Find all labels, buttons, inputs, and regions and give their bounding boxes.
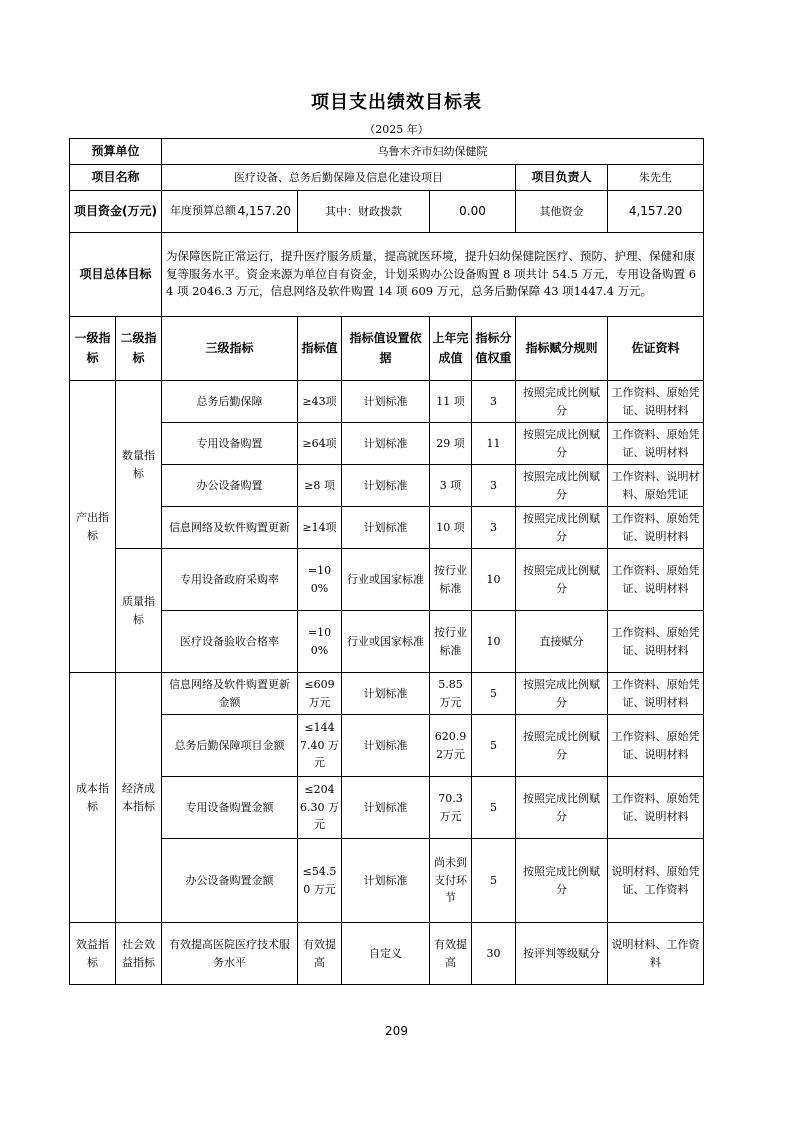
table-row xyxy=(70,777,704,839)
table-cell: 办公设备购置金额 xyxy=(162,839,298,923)
table-cell: 行业或国家标准 xyxy=(342,611,430,673)
group-economic: 经济成本指标 xyxy=(116,673,162,923)
table-cell: 5 xyxy=(472,715,516,777)
table-cell: 有效提高 xyxy=(298,923,342,985)
table-cell: 计划标准 xyxy=(342,839,430,923)
table-cell: 620.92万元 xyxy=(430,715,472,777)
table-cell: 按照完成比例赋分 xyxy=(516,777,608,839)
table-cell: ≥8 项 xyxy=(298,465,342,507)
table-cell: 按照完成比例赋分 xyxy=(516,465,608,507)
table-cell: 信息网络及软件购置更新 xyxy=(162,507,298,549)
table-cell: 直接赋分 xyxy=(516,611,608,673)
table-cell: 工作资料、说明材料、原始凭证 xyxy=(608,465,704,507)
header-value: 指标值 xyxy=(298,317,342,381)
table-row xyxy=(70,507,704,549)
table-cell: 5.85 万元 xyxy=(430,673,472,715)
table-cell: 10 xyxy=(472,549,516,611)
leader-value: 朱先生 xyxy=(608,165,704,191)
table-cell: 工作资料、原始凭证、说明材料 xyxy=(608,715,704,777)
budget-unit-row xyxy=(70,139,704,165)
page-number: 209 xyxy=(385,1024,408,1038)
group-quality: 质量指标 xyxy=(116,549,162,673)
table-row xyxy=(70,381,704,423)
header-level3: 三级指标 xyxy=(162,317,298,381)
goal-row xyxy=(70,233,704,317)
table-cell: ≥14项 xyxy=(298,507,342,549)
table-cell: 行业或国家标准 xyxy=(342,549,430,611)
budget-unit-value: 乌鲁木齐市妇幼保健院 xyxy=(162,139,704,165)
table-cell: ≥64项 xyxy=(298,423,342,465)
header-last-year: 上年完成值 xyxy=(430,317,472,381)
table-cell: 计划标准 xyxy=(342,381,430,423)
table-cell: 医疗设备验收合格率 xyxy=(162,611,298,673)
goal-label: 项目总体目标 xyxy=(70,233,162,317)
group-cost: 成本指标 xyxy=(70,673,116,923)
table-cell: 说明材料、原始凭证、工作资料 xyxy=(608,839,704,923)
other-value: 4,157.20 xyxy=(608,191,704,233)
table-cell: 有效提高 xyxy=(430,923,472,985)
table-cell: 按行业标准 xyxy=(430,611,472,673)
table-cell: 10 xyxy=(472,611,516,673)
group-benefit: 效益指标 xyxy=(70,923,116,985)
goal-text: 为保障医院正常运行，提升医疗服务质量，提高就医环境，提升妇幼保健院医疗、预防、护理、保健和康复等服务水平。资金来源为单位自有资金，计划采购办公设备购置 8 项共计 54.5 万元，专用设备购置 64 项 2046.3 万元，信息网络及软件购置 14 项 609 万元，总务后勤保障 43 项1447.4 万元。 xyxy=(162,233,704,317)
table-cell: 按行业标准 xyxy=(430,549,472,611)
table-cell: 计划标准 xyxy=(342,423,430,465)
table-cell: 按评判等级赋分 xyxy=(516,923,608,985)
table-cell: 有效提高医院医疗技术服务水平 xyxy=(162,923,298,985)
group-social: 社会效益指标 xyxy=(116,923,162,985)
fiscal-label: 其中：财政拨款 xyxy=(298,191,430,233)
header-basis: 指标值设置依据 xyxy=(342,317,430,381)
table-cell: 10 项 xyxy=(430,507,472,549)
table-cell: 按照完成比例赋分 xyxy=(516,423,608,465)
table-cell: 按照完成比例赋分 xyxy=(516,715,608,777)
table-row xyxy=(70,465,704,507)
table-cell: 计划标准 xyxy=(342,715,430,777)
table-cell: =100% xyxy=(298,549,342,611)
table-cell: 30 xyxy=(472,923,516,985)
table-cell: 办公设备购置 xyxy=(162,465,298,507)
table-cell: 11 项 xyxy=(430,381,472,423)
table-cell: 专用设备购置 xyxy=(162,423,298,465)
table-cell: ≤54.50 万元 xyxy=(298,839,342,923)
table-cell: 5 xyxy=(472,777,516,839)
page-title: 项目支出绩效目标表 xyxy=(311,92,482,113)
table-cell: 尚未到支付环节 xyxy=(430,839,472,923)
table-cell: 专用设备购置金额 xyxy=(162,777,298,839)
header-level2: 二级指标 xyxy=(116,317,162,381)
table-cell: 工作资料、原始凭证、说明材料 xyxy=(608,507,704,549)
table-cell: 按照完成比例赋分 xyxy=(516,839,608,923)
table-row xyxy=(70,549,704,611)
table-cell: 5 xyxy=(472,839,516,923)
table-cell: 计划标准 xyxy=(342,777,430,839)
table-row xyxy=(70,611,704,673)
table-cell: 5 xyxy=(472,673,516,715)
fiscal-value: 0.00 xyxy=(430,191,516,233)
leader-label: 项目负责人 xyxy=(516,165,608,191)
table-cell: ≤609万元 xyxy=(298,673,342,715)
table-cell: 专用设备政府采购率 xyxy=(162,549,298,611)
table-cell: 70.3 万元 xyxy=(430,777,472,839)
table-cell: ≤2046.30 万元 xyxy=(298,777,342,839)
table-cell: 3 xyxy=(472,507,516,549)
funds-label: 项目资金(万元) xyxy=(70,191,162,233)
table-cell: 11 xyxy=(472,423,516,465)
table-cell: 按照完成比例赋分 xyxy=(516,381,608,423)
table-row xyxy=(70,715,704,777)
header-evidence: 佐证资料 xyxy=(608,317,704,381)
other-label: 其他资金 xyxy=(516,191,608,233)
table-cell: 总务后勤保障 xyxy=(162,381,298,423)
year-label: （2025 年） xyxy=(364,123,429,136)
table-row xyxy=(70,673,704,715)
table-cell: 按照完成比例赋分 xyxy=(516,673,608,715)
project-name-row xyxy=(70,165,704,191)
table-cell: 计划标准 xyxy=(342,673,430,715)
table-cell: 29 项 xyxy=(430,423,472,465)
budget-unit-label: 预算单位 xyxy=(70,139,162,165)
table-cell: ≤1447.40 万元 xyxy=(298,715,342,777)
funds-row xyxy=(70,191,704,233)
table-cell: =100% xyxy=(298,611,342,673)
table-cell: 3 xyxy=(472,381,516,423)
table-cell: ≥43项 xyxy=(298,381,342,423)
table-cell: 工作资料、原始凭证、说明材料 xyxy=(608,777,704,839)
performance-table xyxy=(69,138,704,985)
table-cell: 按照完成比例赋分 xyxy=(516,507,608,549)
table-cell: 工作资料、原始凭证、说明材料 xyxy=(608,611,704,673)
table-row xyxy=(70,923,704,985)
table-cell: 3 xyxy=(472,465,516,507)
table-cell: 总务后勤保障项目金额 xyxy=(162,715,298,777)
table-cell: 3 项 xyxy=(430,465,472,507)
table-cell: 自定义 xyxy=(342,923,430,985)
table-row xyxy=(70,423,704,465)
header-level1: 一级指标 xyxy=(70,317,116,381)
project-name-label: 项目名称 xyxy=(70,165,162,191)
table-cell: 工作资料、原始凭证、说明材料 xyxy=(608,673,704,715)
table-cell: 工作资料、原始凭证、说明材料 xyxy=(608,423,704,465)
table-cell: 工作资料、原始凭证、说明材料 xyxy=(608,549,704,611)
table-cell: 工作资料、原始凭证、说明材料 xyxy=(608,381,704,423)
header-weight: 指标分值权重 xyxy=(472,317,516,381)
table-row xyxy=(70,839,704,923)
table-cell: 计划标准 xyxy=(342,465,430,507)
table-cell: 说明材料、工作资料 xyxy=(608,923,704,985)
project-name-value: 医疗设备、总务后勤保障及信息化建设项目 xyxy=(162,165,516,191)
annual-total-value: 4,157.20 xyxy=(237,203,292,218)
header-rule: 指标赋分规则 xyxy=(516,317,608,381)
annual-total-label: 年度预算总额 4,157.20 xyxy=(162,191,298,233)
group-output: 产出指标 xyxy=(70,381,116,673)
group-quantity: 数量指标 xyxy=(116,381,162,549)
table-cell: 按照完成比例赋分 xyxy=(516,549,608,611)
table-cell: 信息网络及软件购置更新金额 xyxy=(162,673,298,715)
table-cell: 计划标准 xyxy=(342,507,430,549)
header-row xyxy=(70,317,704,381)
